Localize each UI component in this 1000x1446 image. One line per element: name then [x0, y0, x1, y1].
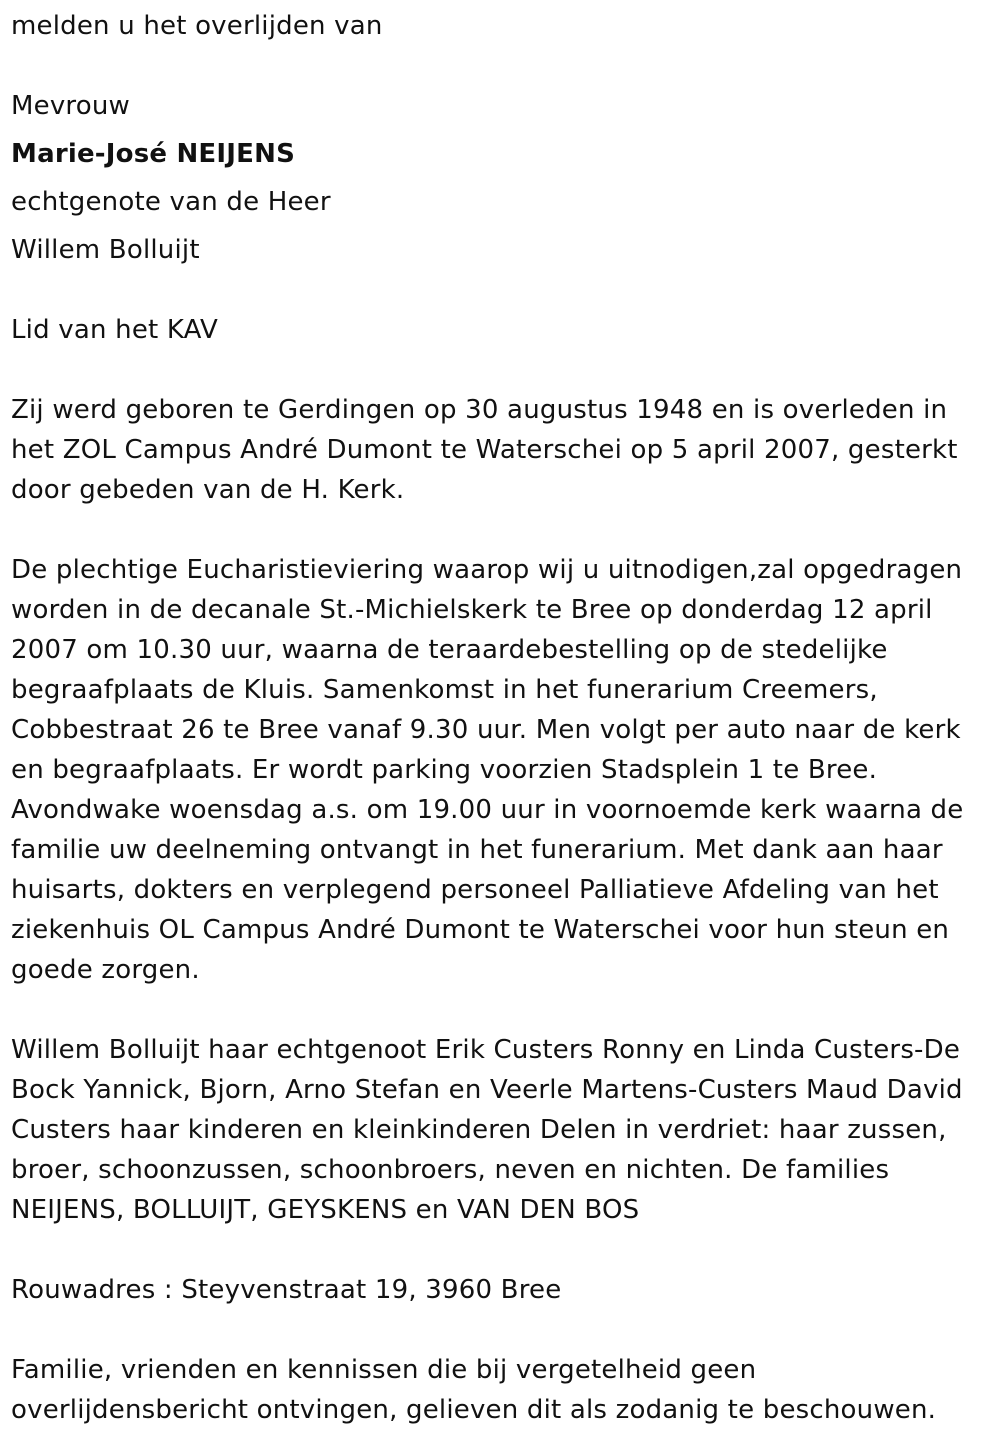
deceased-name: Marie-José NEIJENS: [11, 139, 295, 169]
membership-line: Lid van het KAV: [11, 315, 218, 345]
paragraph-line: ziekenhuis OL Campus André Dumont te Waterschei voor hun steun en: [11, 915, 950, 945]
paragraph-line: Cobbestraat 26 te Bree vanaf 9.30 uur. Men volgt per auto naar de kerk: [11, 715, 961, 745]
paragraph-line: worden in de decanale St.-Michielskerk te Bree op donderdag 12 april: [11, 595, 933, 625]
address-line: Rouwadres : Steyvenstraat 19, 3960 Bree: [11, 1275, 562, 1305]
paragraph-line: Custers haar kinderen en kleinkinderen Delen in verdriet: haar zussen,: [11, 1115, 947, 1145]
salutation: Mevrouw: [11, 91, 130, 121]
spouse-line: echtgenote van de Heer: [11, 187, 331, 217]
ceremony-paragraph: [11, 550, 963, 990]
birth-death-paragraph: [11, 390, 958, 510]
paragraph-line: Willem Bolluijt haar echtgenoot Erik Custers Ronny en Linda Custers-De: [11, 1035, 961, 1065]
paragraph-line: Zij werd geboren te Gerdingen op 30 augustus 1948 en is overleden in: [11, 395, 948, 425]
spouse-name: Willem Bolluijt: [11, 235, 200, 265]
paragraph-line: begraafplaats de Kluis. Samenkomst in het funerarium Creemers,: [11, 675, 878, 705]
paragraph-line: Familie, vrienden en kennissen die bij vergetelheid geen: [11, 1355, 757, 1385]
paragraph-line: Avondwake woensdag a.s. om 19.00 uur in voornoemde kerk waarna de: [11, 795, 964, 825]
paragraph-line: NEIJENS, BOLLUIJT, GEYSKENS en VAN DEN BOS: [11, 1195, 640, 1225]
mourning-address: [11, 1270, 561, 1310]
paragraph-line: huisarts, dokters en verplegend personeel Palliatieve Afdeling van het: [11, 875, 939, 905]
paragraph-line: De plechtige Eucharistieviering waarop wij u uitnodigen,zal opgedragen: [11, 555, 963, 585]
intro-line: melden u het overlijden van: [11, 11, 383, 41]
paragraph-line: familie uw deelneming ontvangt in het funerarium. Met dank aan haar: [11, 835, 943, 865]
paragraph-line: goede zorgen.: [11, 955, 200, 985]
paragraph-line: 2007 om 10.30 uur, waarna de teraardebestelling op de stedelijke: [11, 635, 888, 665]
closing-paragraph: [11, 1350, 936, 1430]
paragraph-line: Bock Yannick, Bjorn, Arno Stefan en Veerle Martens-Custers Maud David: [11, 1075, 963, 1105]
paragraph-line: broer, schoonzussen, schoonbroers, neven en nichten. De families: [11, 1155, 890, 1185]
paragraph-line: overlijdensbericht ontvingen, gelieven dit als zodanig te beschouwen.: [11, 1395, 937, 1425]
paragraph-line: door gebeden van de H. Kerk.: [11, 475, 405, 505]
paragraph-line: en begraafplaats. Er wordt parking voorzien Stadsplein 1 te Bree.: [11, 755, 878, 785]
family-paragraph: [11, 1030, 963, 1230]
paragraph-line: het ZOL Campus André Dumont te Waterschei op 5 april 2007, gesterkt: [11, 435, 958, 465]
